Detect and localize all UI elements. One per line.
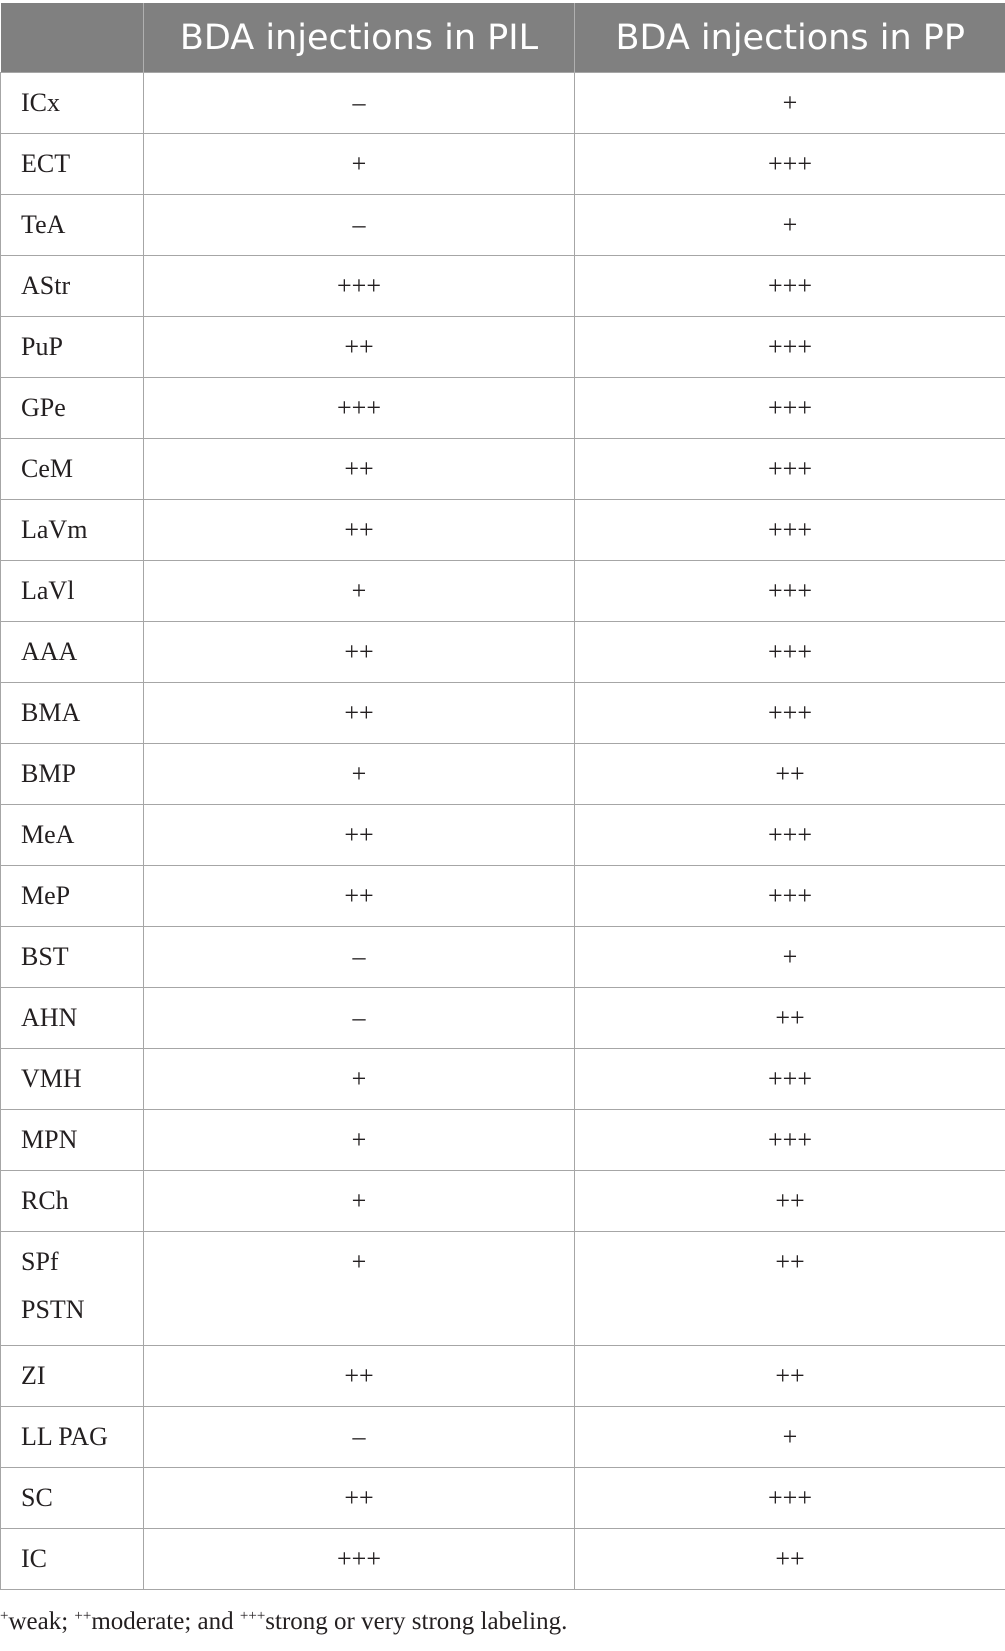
pil-value-cell: –: [144, 195, 575, 256]
pp-value-cell: +++: [575, 317, 1005, 378]
region-label: BMP: [21, 759, 76, 788]
table-row: [1, 866, 1005, 927]
region-label: VMH: [21, 1064, 82, 1093]
region-label: SC: [21, 1483, 53, 1512]
pil-value-cell: –: [144, 1407, 575, 1468]
region-label: AStr: [21, 271, 71, 300]
region-label: ECT: [21, 149, 71, 178]
pil-value-cell: ++: [144, 439, 575, 500]
pp-value-cell: ++: [575, 1346, 1005, 1407]
pil-value-cell: +: [144, 134, 575, 195]
region-cell: [1, 439, 144, 500]
footnote-text: moderate; and: [91, 1608, 240, 1635]
pil-value-cell: ++: [144, 317, 575, 378]
pp-value-cell: +++: [575, 439, 1005, 500]
footnote-symbol: +: [0, 1608, 9, 1624]
pp-value-cell: +++: [575, 683, 1005, 744]
pil-value-cell: ++: [144, 1468, 575, 1529]
pp-value-cell: ++: [575, 988, 1005, 1049]
region-cell: [1, 317, 144, 378]
region-cell: [1, 1110, 144, 1171]
pil-value-cell: –: [144, 73, 575, 134]
table-footnote: [0, 1608, 567, 1636]
region-label: ICx: [21, 88, 60, 117]
region-label: BMA: [21, 698, 81, 727]
pil-value-cell: +: [144, 1232, 575, 1346]
region-cell: [1, 1407, 144, 1468]
pil-value-cell: –: [144, 988, 575, 1049]
pil-value-cell: –: [144, 927, 575, 988]
region-cell: [1, 73, 144, 134]
pp-value-cell: +++: [575, 1468, 1005, 1529]
region-cell: [1, 1232, 144, 1346]
table-row: [1, 73, 1005, 134]
region-label: LaVl: [21, 576, 75, 605]
header-cell-pil: BDA injections in PIL: [144, 3, 575, 73]
pp-value-cell: +: [575, 73, 1005, 134]
region-cell: [1, 500, 144, 561]
region-label: AHN: [21, 1003, 78, 1032]
pp-value-cell: ++: [575, 744, 1005, 805]
region-cell: [1, 134, 144, 195]
table-row: [1, 1346, 1005, 1407]
table-row: [1, 1232, 1005, 1346]
pil-value-cell: +: [144, 1049, 575, 1110]
pp-value-cell: +++: [575, 500, 1005, 561]
header-row: [1, 3, 1005, 73]
region-cell: [1, 988, 144, 1049]
table-row: [1, 1468, 1005, 1529]
region-label: SPf: [21, 1247, 59, 1276]
table-row: [1, 988, 1005, 1049]
pil-value-cell: ++: [144, 866, 575, 927]
region-cell: [1, 1049, 144, 1110]
region-label: PuP: [21, 332, 63, 361]
table-row: [1, 805, 1005, 866]
region-label: IC: [21, 1544, 47, 1573]
header-cell-region: [1, 3, 144, 73]
region-label: MeA: [21, 820, 75, 849]
pp-value-cell: +++: [575, 1049, 1005, 1110]
region-label: MPN: [21, 1125, 78, 1154]
region-label: BST: [21, 942, 69, 971]
pp-value-cell: +++: [575, 256, 1005, 317]
region-cell: [1, 622, 144, 683]
region-label: RCh: [21, 1186, 69, 1215]
pp-value-cell: ++: [575, 1232, 1005, 1346]
table-row: [1, 500, 1005, 561]
table-row: [1, 744, 1005, 805]
table-row: [1, 256, 1005, 317]
table-row: [1, 195, 1005, 256]
header-cell-pp: BDA injections in PP: [575, 3, 1005, 73]
pp-value-cell: ++: [575, 1529, 1005, 1590]
table-row: [1, 561, 1005, 622]
pp-value-cell: +++: [575, 378, 1005, 439]
pil-value-cell: +: [144, 744, 575, 805]
table-row: [1, 317, 1005, 378]
table-row: [1, 378, 1005, 439]
pil-value-cell: ++: [144, 1346, 575, 1407]
table-row: [1, 927, 1005, 988]
data-table-container: [0, 3, 1005, 1590]
pil-value-cell: +++: [144, 378, 575, 439]
table-row: [1, 622, 1005, 683]
region-label: PSTN: [21, 1295, 85, 1324]
pp-value-cell: +++: [575, 805, 1005, 866]
table-row: [1, 1049, 1005, 1110]
region-cell: [1, 195, 144, 256]
table-row: [1, 1529, 1005, 1590]
pp-value-cell: +++: [575, 1110, 1005, 1171]
pil-value-cell: ++: [144, 805, 575, 866]
region-cell: [1, 683, 144, 744]
pp-value-cell: +++: [575, 561, 1005, 622]
footnote-symbol: +++: [239, 1608, 266, 1624]
pp-value-cell: +++: [575, 866, 1005, 927]
region-cell: [1, 1346, 144, 1407]
region-label: LaVm: [21, 515, 88, 544]
region-cell: [1, 378, 144, 439]
region-label: TeA: [21, 210, 66, 239]
pp-value-cell: +++: [575, 134, 1005, 195]
region-label: MeP: [21, 881, 71, 910]
pp-value-cell: ++: [575, 1171, 1005, 1232]
region-label: GPe: [21, 393, 66, 422]
pil-value-cell: +++: [144, 256, 575, 317]
region-cell: [1, 927, 144, 988]
pil-value-cell: ++: [144, 500, 575, 561]
footnote-text: weak;: [8, 1608, 75, 1635]
region-cell: [1, 1171, 144, 1232]
pil-value-cell: +: [144, 1171, 575, 1232]
table-row: [1, 134, 1005, 195]
pp-value-cell: +: [575, 195, 1005, 256]
region-cell: [1, 866, 144, 927]
footnote-symbol: ++: [74, 1608, 92, 1624]
footnote-text: strong or very strong labeling.: [265, 1608, 568, 1635]
region-cell: [1, 1468, 144, 1529]
region-label: AAA: [21, 637, 78, 666]
region-cell: [1, 744, 144, 805]
table-row: [1, 683, 1005, 744]
region-label: LL PAG: [21, 1422, 108, 1451]
table-row: [1, 1171, 1005, 1232]
region-label: ZI: [21, 1361, 46, 1390]
pp-value-cell: +++: [575, 622, 1005, 683]
pil-value-cell: +: [144, 1110, 575, 1171]
table-row: [1, 1110, 1005, 1171]
pp-value-cell: +: [575, 1407, 1005, 1468]
table-row: [1, 1407, 1005, 1468]
pp-value-cell: +: [575, 927, 1005, 988]
table-body: [1, 73, 1005, 1590]
pil-value-cell: +++: [144, 1529, 575, 1590]
labeling-table: [0, 3, 1005, 1590]
region-label: CeM: [21, 454, 73, 483]
region-cell: [1, 256, 144, 317]
region-cell: [1, 805, 144, 866]
pil-value-cell: +: [144, 561, 575, 622]
region-cell: [1, 1529, 144, 1590]
pil-value-cell: ++: [144, 622, 575, 683]
pil-value-cell: ++: [144, 683, 575, 744]
table-row: [1, 439, 1005, 500]
table-header: [1, 3, 1005, 73]
region-cell: [1, 561, 144, 622]
